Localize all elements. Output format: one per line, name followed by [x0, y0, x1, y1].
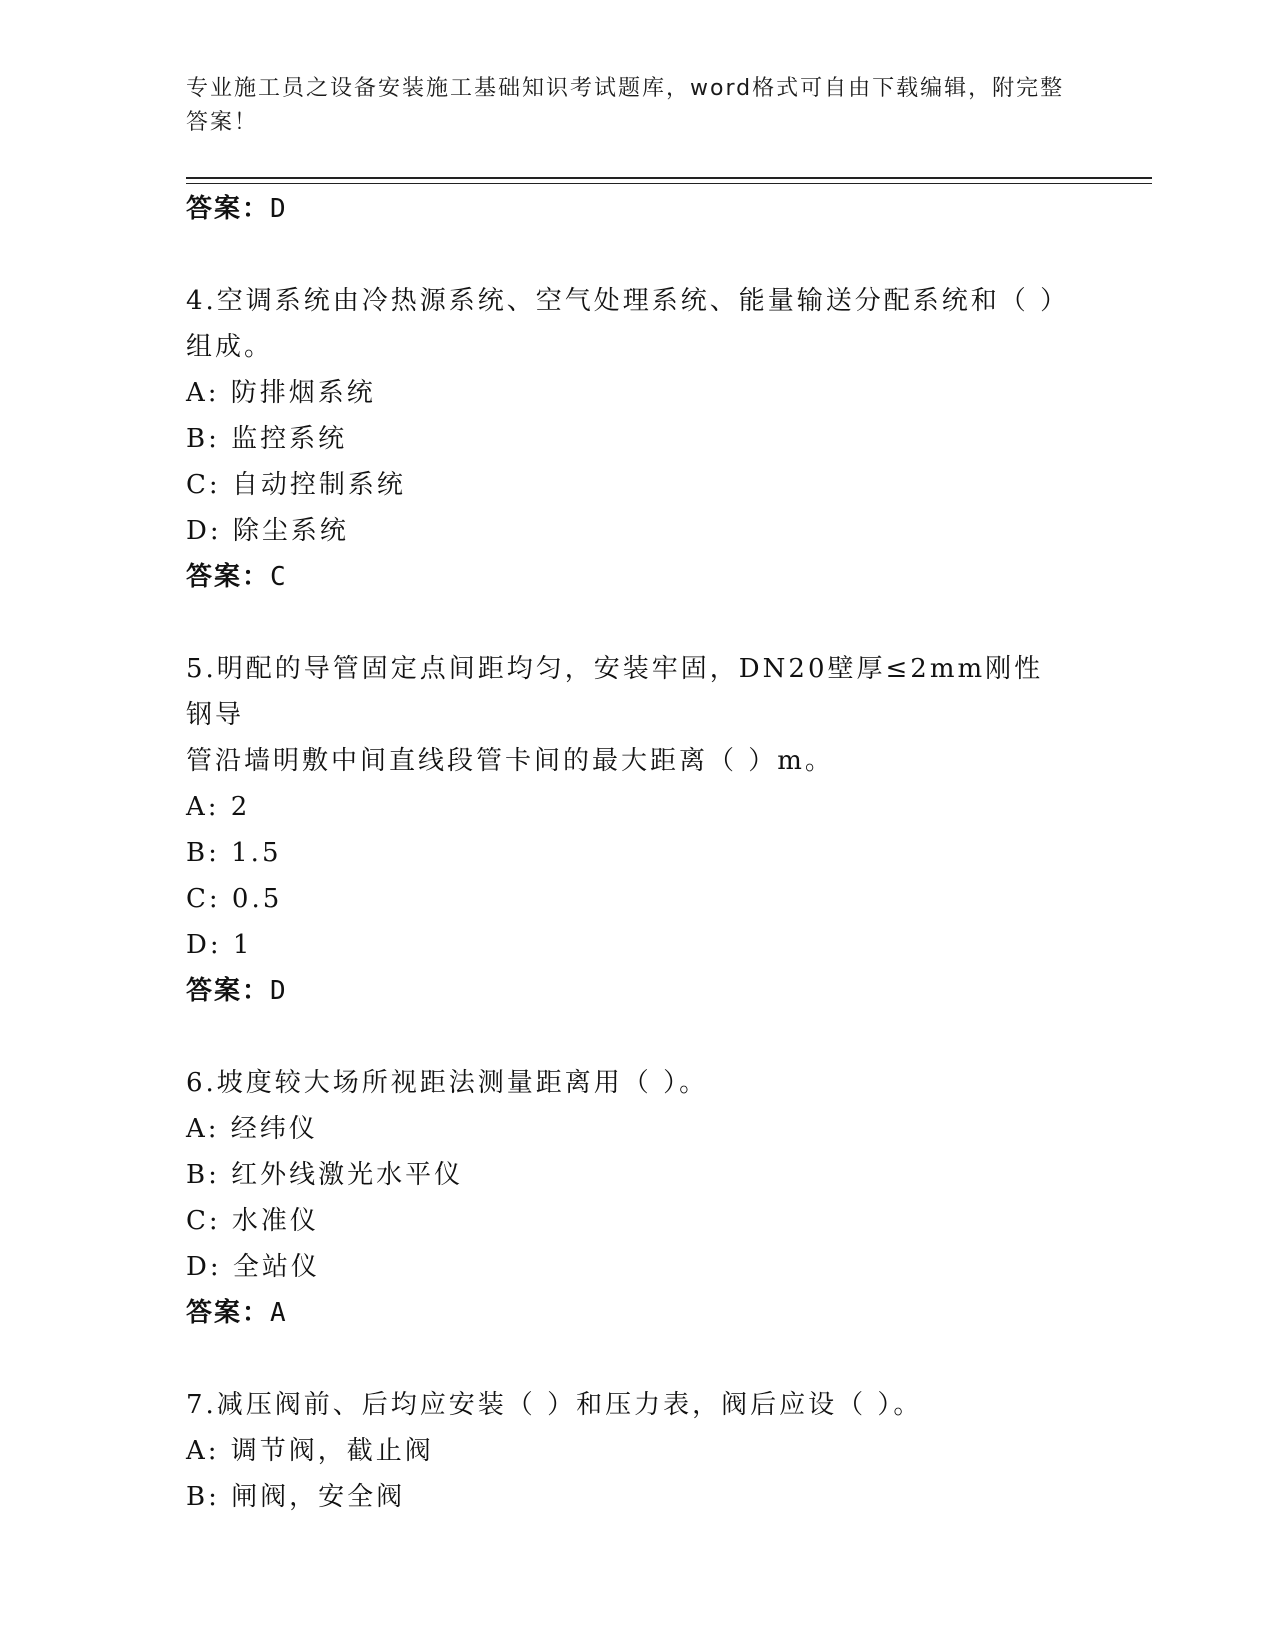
- answer-value: D: [270, 976, 288, 1006]
- question-list: [186, 186, 1070, 1520]
- option-c: C: 水准仪: [186, 1206, 319, 1236]
- answer-line: [186, 186, 1066, 232]
- answer-label: 答案：: [186, 976, 271, 1006]
- question-block-5: [186, 646, 1066, 1014]
- answer-label: 答案：: [186, 194, 271, 224]
- option-d: D: 全站仪: [186, 1252, 320, 1282]
- option-b: B: 红外线激光水平仪: [186, 1160, 464, 1190]
- answer-line: [186, 554, 1066, 600]
- option-d: D: 1: [186, 930, 253, 960]
- option-a: A: 2: [186, 792, 251, 822]
- answer-label: 答案：: [186, 1298, 271, 1328]
- answer-value: D: [270, 194, 288, 224]
- option-a: A: 防排烟系统: [186, 378, 376, 408]
- option-c: C: 自动控制系统: [186, 470, 406, 500]
- answer-value: A: [270, 1298, 288, 1328]
- option-b: B: 1.5: [186, 838, 282, 868]
- answer-label: 答案：: [186, 562, 271, 592]
- answer-value: C: [270, 562, 288, 592]
- option-b: B: 闸阀，安全阀: [186, 1482, 406, 1512]
- option-d: D: 除尘系统: [186, 516, 349, 546]
- header-divider-thick: [186, 177, 1152, 179]
- answer-line: [186, 1290, 1066, 1336]
- question-stem: 4.空调系统由冷热源系统、空气处理系统、能量输送分配系统和（ ）: [186, 286, 1070, 316]
- header-divider-thin: [186, 183, 1152, 184]
- option-a: A: 经纬仪: [186, 1114, 318, 1144]
- question-stem: 7.减压阀前、后均应安装（ ）和压力表，阀后应设（ ）。: [186, 1390, 923, 1420]
- question-block-7: [186, 1382, 1066, 1520]
- page-header-text: 专业施工员之设备安装施工基础知识考试题库，word格式可自由下载编辑，附完整答案！: [186, 76, 1065, 135]
- question-stem-continued: 管沿墙明敷中间直线段管卡间的最大距离（ ）m。: [186, 746, 834, 776]
- question-block-6: [186, 1060, 1066, 1336]
- question-stem: 6.坡度较大场所视距法测量距离用（ ）。: [186, 1068, 709, 1098]
- question-block-4: [186, 278, 1070, 600]
- option-b: B: 监控系统: [186, 424, 348, 454]
- option-a: A: 调节阀，截止阀: [186, 1436, 434, 1466]
- answer-line: [186, 968, 1066, 1014]
- option-c: C: 0.5: [186, 884, 283, 914]
- question-stem: 5.明配的导管固定点间距均匀，安装牢固，DN20壁厚≤2mm刚性钢导: [186, 654, 1044, 730]
- question-stem-continued: 组成。: [186, 332, 274, 362]
